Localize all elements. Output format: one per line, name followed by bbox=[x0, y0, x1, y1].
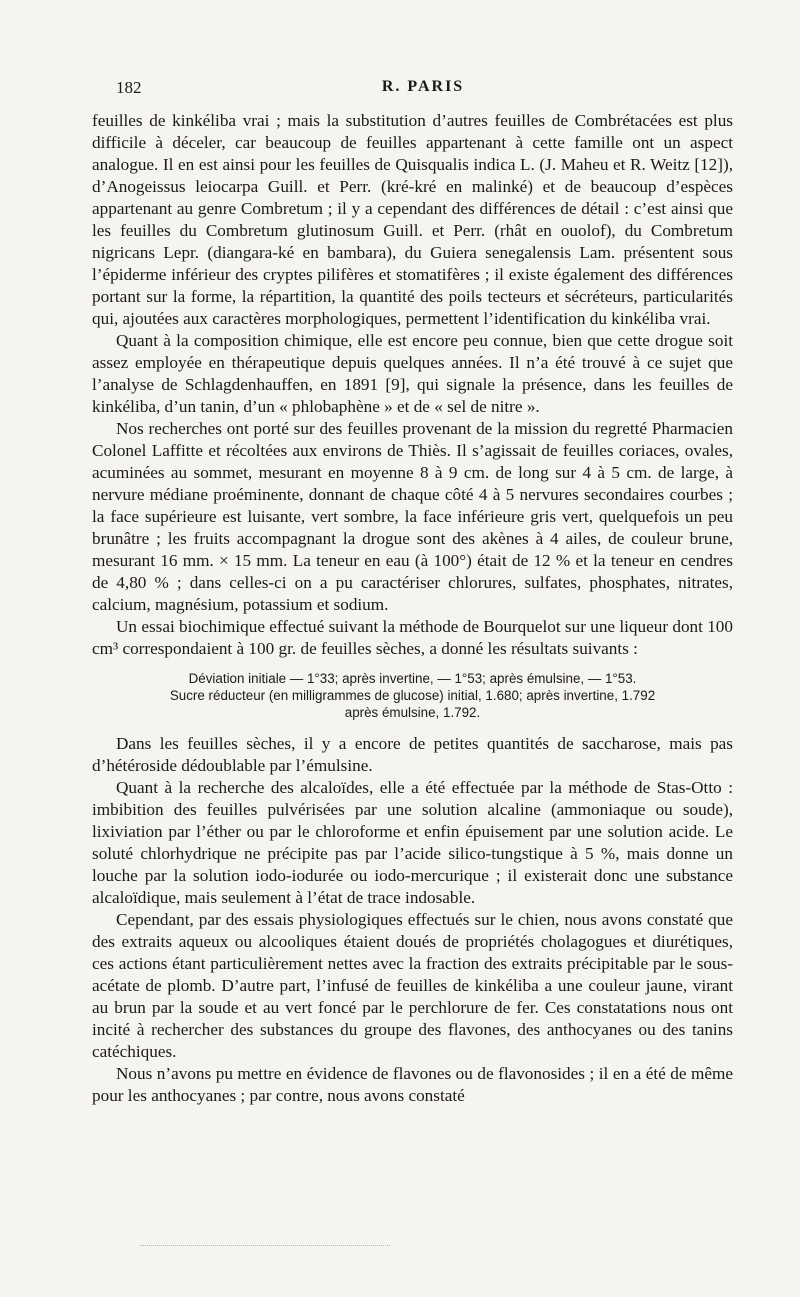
paragraph: Dans les feuilles sèches, il y a encore de petites quantités de saccharose, mais pas d’hétéroside dédoublable par l’émulsine. bbox=[92, 734, 733, 775]
running-head: R. PARIS bbox=[381, 78, 465, 95]
results-line: Déviation initiale — 1°33; après invertine, — 1°53; après émulsine, — 1°53. bbox=[188, 671, 637, 686]
results-block bbox=[92, 670, 733, 721]
paragraph: Un essai biochimique effectué suivant la méthode de Bourquelot sur une liqueur dont 100 cm³ correspondaient à 100 gr. de feuilles sèches, a donné les résultats suivants : bbox=[92, 617, 733, 658]
body-text bbox=[92, 110, 733, 1107]
paragraph: Nos recherches ont porté sur des feuilles provenant de la mission du regretté Pharmacien Colonel Laffitte et récoltées aux environs de Thiès. Il s’agissait de feuilles coriaces, ovales, acuminées au sommet, mesurant en moyenne 8 à 9 cm. de long sur 4 à 5 cm. de large, à nervure médiane proéminente, donnant de chaque côté 4 à 5 nervures secondaires courbes ; la face supérieure est luisante, vert sombre, la face inférieure gris vert, quelquefois un peu brunâtre ; les fruits accompagnant la drogue sont des akènes à 4 ailes, de couleur brune, mesurant 16 mm. × 15 mm. La teneur en eau (à 100°) était de 12 % et la teneur en cendres de 4,80 % ; dans celles-ci on a pu caractériser chlorures, sulfates, phosphates, nitrates, calcium, magnésium, potassium et sodium. bbox=[92, 419, 733, 614]
page-number: 182 bbox=[116, 78, 142, 97]
paragraph: Quant à la recherche des alcaloïdes, elle a été effectuée par la méthode de Stas-Otto : imbibition des feuilles pulvérisées par une solution alcaline (ammoniaque ou soude), lixiviation par l’éther ou par le chloroforme et enfin épuisement par une solution acide. Le soluté chlorhydrique ne précipite pas par l’acide silico-tungstique à 5 %, mais donne un louche par la solution iodo-iodurée ou iodo-mercurique ; il existerait donc une substance alcaloïdique, mais seulement à l’état de trace indosable. bbox=[92, 778, 733, 907]
results-line: Sucre réducteur (en milligrammes de glucose) initial, 1.680; après invertine, 1.792 bbox=[169, 688, 656, 703]
paragraph: Quant à la composition chimique, elle est encore peu connue, bien que cette drogue soit assez employée en thérapeutique depuis quelques années. Il n’a été trouvé à ce sujet que l’analyse de Schlagdenhauffen, en 1891 [9], qui signale la présence, dans les feuilles de kinkéliba, d’un tanin, d’un « phlobaphène » et de « sel de nitre ». bbox=[92, 331, 733, 416]
paragraph: Nous n’avons pu mettre en évidence de flavones ou de flavonosides ; il en a été de même pour les anthocyanes ; par contre, nous avons constaté bbox=[92, 1064, 733, 1105]
paragraph: Cependant, par des essais physiologiques effectués sur le chien, nous avons constaté que des extraits aqueux ou alcooliques étaient doués de propriétés cholagogues et diurétiques, ces actions étant particulièrement nettes avec la fraction des extraits précipitable par le sous-acétate de plomb. D’autre part, l’infusé de feuilles de kinkéliba a une couleur jaune, virant au brun par la soude et au vert foncé par le perchlorure de fer. Ces constatations nous ont incité à rechercher des substances du groupe des flavones, des anthocyanes ou des tanins catéchiques. bbox=[92, 910, 733, 1061]
page-header bbox=[116, 78, 730, 102]
print-smudge bbox=[140, 1245, 390, 1246]
paragraph: feuilles de kinkéliba vrai ; mais la substitution d’autres feuilles de Combrétacées est plus difficile à déceler, car beaucoup de feuilles appartenant à cette famille ont un aspect analogue. Il en est ainsi pour les feuilles de Quisqualis indica L. (J. Maheu et R. Weitz [12]), d’Anogeissus leiocarpa Guill. et Perr. (kré-kré en malinké) et de beaucoup d’espèces appartenant au genre Combretum ; il y a cependant des différences de détail : c’est ainsi que les feuilles du Combretum glutinosum Guill. et Perr. (rhât en ouolof), du Combretum nigricans Lepr. (diangara-ké en bambara), du Guiera senegalensis Lam. présentent sous l’épiderme inférieur des cryptes pilifères et stomatifères ; il existe également des différences portant sur la forme, la répartition, la quantité des poils tecteurs et sécréteurs, particularités qui, ajoutées aux caractères morphologiques, permettent l’identification du kinkéliba vrai. bbox=[92, 111, 733, 328]
results-line: après émulsine, 1.792. bbox=[344, 705, 481, 720]
